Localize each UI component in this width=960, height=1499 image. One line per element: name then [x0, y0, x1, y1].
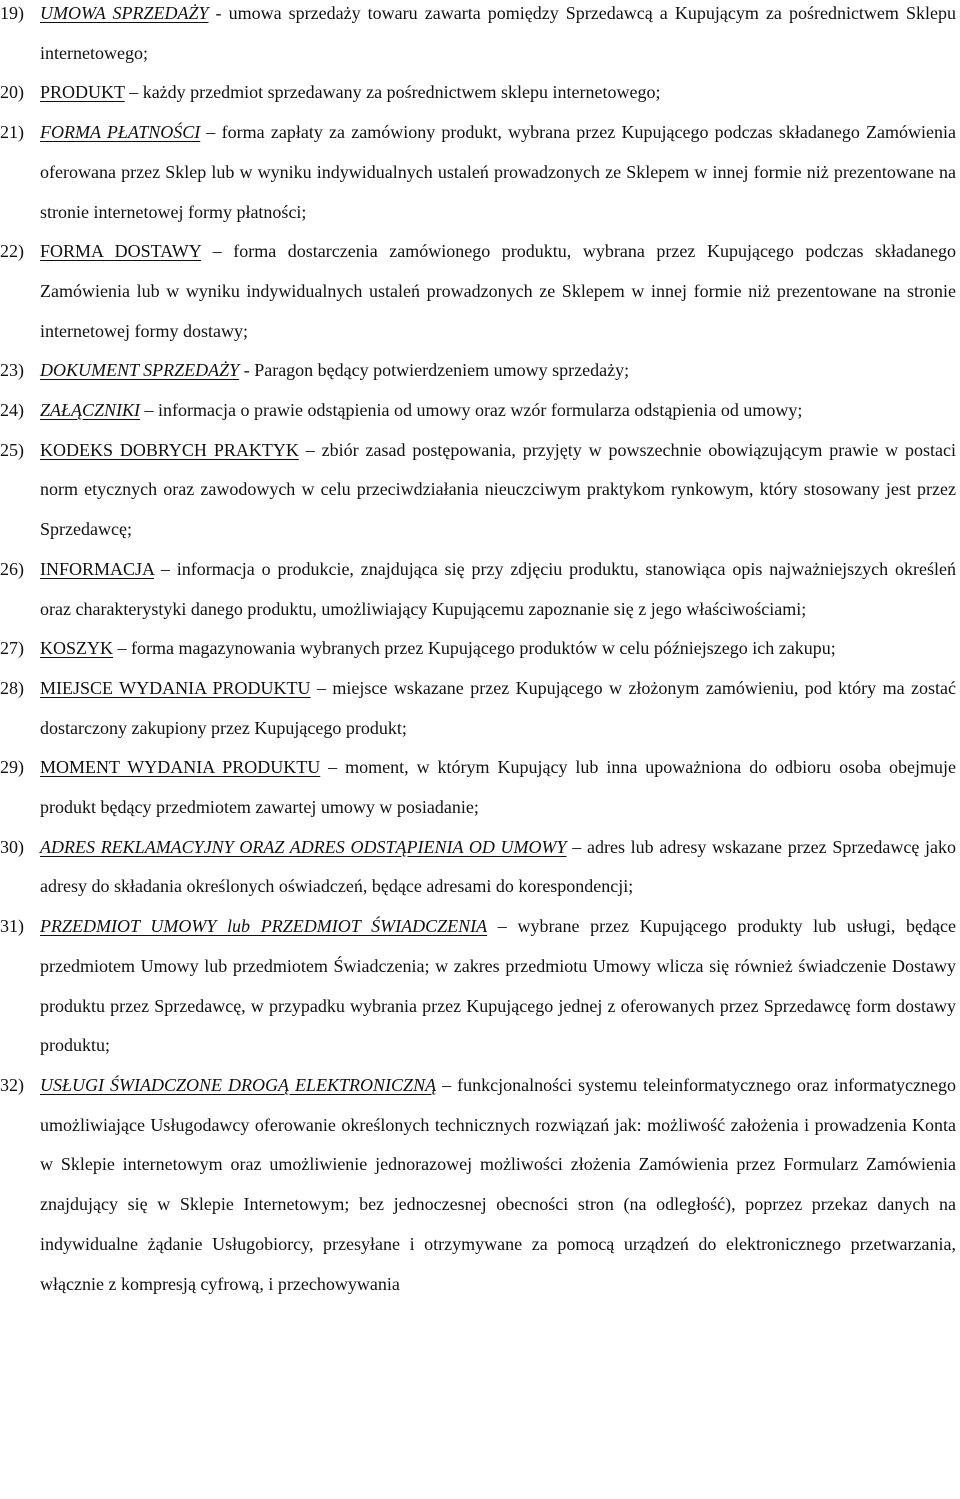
separator: -: [208, 3, 229, 23]
separator: –: [487, 916, 518, 937]
definition-text: Paragon będący potwierdzeniem umowy sprzedaży;: [254, 360, 630, 381]
definition-item-26: [0, 550, 960, 629]
defined-term: INFORMACJA: [40, 558, 155, 579]
separator: –: [566, 836, 587, 857]
item-number: 24): [0, 400, 24, 421]
separator: –: [310, 677, 333, 698]
definition-item-20: [0, 73, 960, 113]
separator: –: [140, 400, 159, 421]
separator: –: [124, 82, 143, 103]
separator: –: [154, 558, 177, 579]
defined-term: MOMENT WYDANIA PRODUKTU: [40, 757, 321, 778]
definition-text: forma dostarczenia zamówionego produktu, wybrana przez Kupującego podczas składanego Zamówienia lub w wyniku indywidualnych ustaleń prowadzonych ze Sklepem w innej formie niż prezentowane na stronie internetowej formy dostawy;: [40, 241, 957, 341]
item-number: 27): [0, 638, 24, 659]
definition-item-28: [0, 669, 960, 748]
defined-term: PRZEDMIOT UMOWY lub PRZEDMIOT ŚWIADCZENIA: [40, 916, 488, 937]
definition-text: adres lub adresy wskazane przez Sprzedawcę jako adresy do składania określonych oświadczeń, będące adresami do korespondencji;: [40, 836, 957, 897]
defined-term: FORMA PŁATNOŚCI: [40, 122, 201, 143]
item-number: 29): [0, 757, 24, 778]
definition-item-29: [0, 748, 960, 827]
defined-term: KOSZYK: [40, 638, 114, 659]
defined-term: ZAŁĄCZNIKI: [40, 400, 141, 421]
definition-item-21: [0, 113, 960, 232]
item-number: 30): [0, 836, 24, 857]
definition-text: każdy przedmiot sprzedawany za pośrednictwem sklepu internetowego;: [142, 82, 661, 103]
definition-item-30: [0, 828, 960, 907]
defined-term: FORMA DOSTAWY: [40, 241, 202, 262]
item-number: 22): [0, 241, 24, 262]
definition-text: moment, w którym Kupujący lub inna upoważniona do odbioru osoba obejmuje produkt będący przedmiotem zawartej umowy w posiadanie;: [40, 757, 957, 818]
defined-term: UMOWA SPRZEDAŻY: [40, 3, 209, 23]
defined-term: PRODUKT: [40, 82, 125, 103]
item-number: 32): [0, 1074, 24, 1095]
defined-term: KODEKS DOBRYCH PRAKTYK: [40, 439, 299, 460]
item-number: 25): [0, 439, 24, 460]
separator: –: [436, 1074, 458, 1095]
definition-item-27: [0, 629, 960, 669]
separator: –: [200, 122, 222, 143]
definition-item-32: [0, 1066, 960, 1304]
definition-item-19: [0, 0, 960, 73]
defined-term: ADRES REKLAMACYJNY ORAZ ADRES ODSTĄPIENIA OD UMOWY: [40, 836, 567, 857]
separator: –: [113, 638, 132, 659]
definition-text: zbiór zasad postępowania, przyjęty w powszechnie obowiązującym prawie w postaci norm etycznych oraz zawodowych w celu przeciwdziałania nieuczciwym praktykom rynkowym, który stosowany jest przez Sprzedawcę;: [40, 439, 956, 540]
definition-item-24: [0, 391, 960, 431]
separator: –: [320, 757, 346, 778]
item-number: 31): [0, 916, 24, 937]
definition-text: umowa sprzedaży towaru zawarta pomiędzy Sprzedawcą a Kupującym za pośrednictwem Sklepu internetowego;: [40, 3, 956, 63]
defined-term: DOKUMENT SPRZEDAŻY: [40, 360, 240, 381]
item-number: 21): [0, 122, 24, 143]
definition-text: funkcjonalności systemu teleinformatycznego oraz informatycznego umożliwiające Usługodawcy oferowanie określonych technicznych rozwiązań jak: możliwość założenia i prowadzenia Konta w Sklepie internetowym oraz umożliwienie jednorazowej możliwości złożenia Zamówienia przez Formularz Zamówienia znajdujący się w Sklepie Internetowym; bez jednoczesnej obecności stron (na odległość), poprzez przekaz danych na indywidualne żądanie Usługobiorcy, przesyłane i otrzymywane za pomocą urządzeń do elektronicznego przetwarzania, włącznie z kompresją cyfrową, i przechowywania: [40, 1074, 956, 1294]
defined-term: USŁUGI ŚWIADCZONE DROGĄ ELEKTRONICZNĄ: [40, 1074, 437, 1095]
item-number: 28): [0, 677, 24, 698]
separator: –: [201, 241, 234, 262]
definition-text: informacja o produkcie, znajdująca się przy zdjęciu produktu, stanowiąca opis najważniejszych określeń oraz charakterystyki danego produktu, umożliwiający Kupującemu zapoznanie się z jego właściwościami;: [40, 558, 956, 619]
item-number: 26): [0, 558, 24, 579]
separator: –: [298, 439, 322, 460]
item-number: 19): [0, 3, 24, 23]
item-number: 20): [0, 82, 24, 103]
definition-text: forma magazynowania wybranych przez Kupującego produktów w celu późniejszego ich zakupu;: [131, 638, 836, 659]
definition-text: wybrane przez Kupującego produkty lub usługi, będące przedmiotem Umowy lub przedmiotem Świadczenia; w zakres przedmiotu Umowy wlicza się również świadczenie Dostawy produktu przez Sprzedawcę, w przypadku wybrania przez Kupującego jednej z oferowanych przez Sprzedawcę form dostawy produktu;: [40, 916, 956, 1056]
definition-text: miejsce wskazane przez Kupującego w złożonym zamówieniu, pod który ma zostać dostarczony zakupiony przez Kupującego produkt;: [40, 677, 957, 738]
definition-item-31: [0, 907, 960, 1066]
definition-text: forma zapłaty za zamówiony produkt, wybrana przez Kupującego podczas składanego Zamówienia oferowana przez Sklep lub w wyniku indywidualnych ustaleń prowadzonych ze Sklepem w innej formie niż prezentowane na stronie internetowej formy płatności;: [40, 122, 956, 222]
definition-item-25: [0, 431, 960, 550]
definition-text: informacja o prawie odstąpienia od umowy oraz wzór formularza odstąpienia od umowy;: [158, 400, 803, 421]
definition-item-22: [0, 232, 960, 351]
definition-item-23: [0, 351, 960, 391]
separator: -: [239, 360, 255, 381]
defined-term: MIEJSCE WYDANIA PRODUKTU: [40, 677, 311, 698]
item-number: 23): [0, 360, 24, 381]
